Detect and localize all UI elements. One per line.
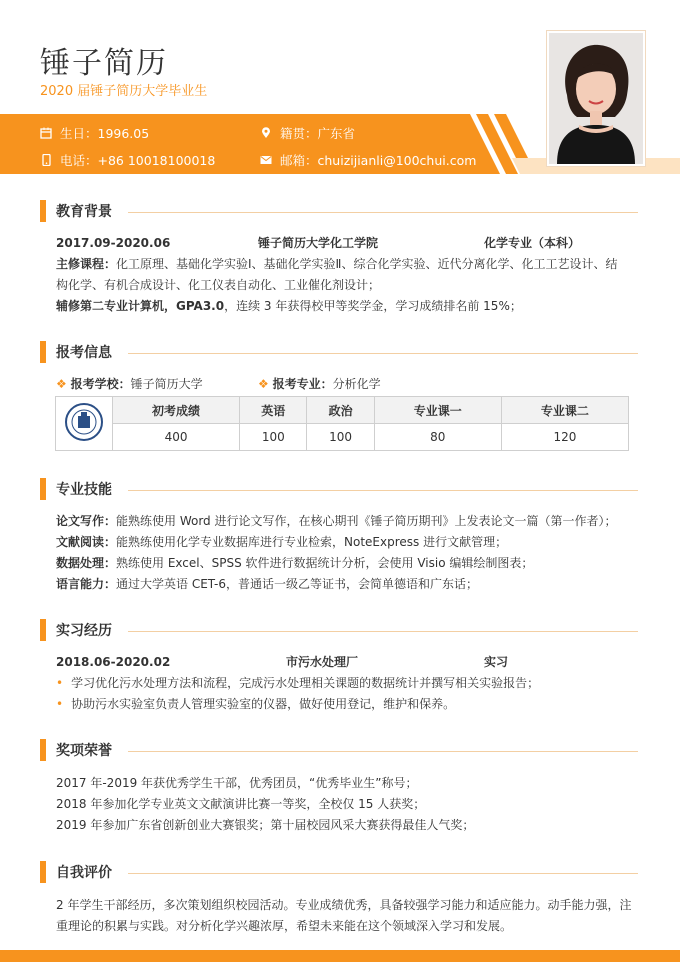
internship-item: • 学习优化污水处理方法和流程，完成污水处理相关课题的数据统计并撰写相关实验报告； — [56, 673, 646, 694]
table-cell: 400 — [113, 424, 240, 451]
internship-date: 2018.06-2020.02 — [56, 655, 171, 669]
phone-text: 电话：+86 10018100018 — [60, 153, 216, 168]
exam-school: ❖ 报考学校：锤子简历大学 — [56, 377, 203, 391]
section-title-internship: 实习经历 — [40, 619, 112, 641]
education-school: 锤子简历大学化工学院 — [258, 236, 379, 250]
table-header: 专业课一 — [374, 397, 501, 424]
section-divider — [128, 212, 638, 213]
exam-major: ❖ 报考专业：分析化学 — [258, 377, 381, 391]
education-minor — [56, 296, 636, 317]
profile-photo-frame — [546, 30, 646, 167]
section-divider — [128, 353, 638, 354]
award-item: 2018 年参加化学专业英文文献演讲比赛一等奖，全校仅 15 人获奖； — [56, 797, 426, 811]
table-row — [56, 424, 629, 451]
score-table — [55, 396, 629, 451]
diamond-icon: ❖ — [56, 377, 67, 391]
internship-org: 市污水处理厂 — [286, 655, 359, 669]
email-info — [260, 151, 476, 169]
resume-subtitle: 2020 届锤子简历大学毕业生 — [40, 84, 208, 99]
table-cell: 100 — [307, 424, 374, 451]
award-item: 2019 年参加广东省创新创业大赛银奖；第十届校园风采大赛获得最佳人气奖； — [56, 818, 475, 832]
courses-line1: 化工原理、基础化学实验Ⅰ、基础化学实验Ⅱ、综合化学实验、近代分离化学、化工工艺设计、结 — [116, 257, 618, 271]
education-courses-cont: 构化学、有机合成设计、化工仪表自动化、工业催化剂设计； — [56, 278, 381, 292]
location-icon — [260, 127, 272, 139]
table-header: 专业课二 — [501, 397, 628, 424]
school-logo-icon — [64, 402, 104, 442]
section-divider — [128, 873, 638, 874]
internship-item: • 协助污水实验室负责人管理实验室的仪器，做好使用登记，维护和保养。 — [56, 694, 646, 715]
skill-item: 论文写作：能熟练使用 Word 进行论文写作，在核心期刊《锤子简历期刊》上发表论文一篇（第一作者）； — [56, 514, 617, 528]
section-marker — [40, 200, 46, 222]
skill-item: 语言能力：通过大学英语 CET-6，普通话一级乙等证书，会简单德语和广东话； — [56, 577, 478, 591]
table-cell: 100 — [240, 424, 307, 451]
resume-name: 锤子简历 — [40, 46, 168, 81]
table-header: 英语 — [240, 397, 307, 424]
education-courses — [56, 254, 636, 275]
section-marker — [40, 478, 46, 500]
section-title-self: 自我评价 — [40, 861, 112, 883]
section-title-skills: 专业技能 — [40, 478, 112, 500]
education-date: 2017.09-2020.06 — [56, 236, 171, 250]
calendar-icon — [40, 127, 52, 139]
skill-item: 文献阅读：能熟练使用化学专业数据库进行专业检索，NoteExpress 进行文献管理； — [56, 535, 508, 549]
minor-label: 辅修第二专业计算机，GPA3.0 — [56, 299, 225, 313]
section-marker — [40, 739, 46, 761]
skill-item: 数据处理：熟练使用 Excel、SPSS 软件进行数据统计分析，会使用 Visio 编辑绘制图表； — [56, 556, 534, 570]
section-divider — [128, 631, 638, 632]
section-marker — [40, 341, 46, 363]
section-marker — [40, 619, 46, 641]
self-eval-line2: 重理论的积累与实践。对分析化学兴趣浓厚，希望未来能在这个领域深入学习和发展。 — [56, 919, 513, 933]
birth-text: 生日：1996.05 — [60, 126, 150, 141]
section-title-awards: 奖项荣誉 — [40, 739, 112, 761]
section-title-exam: 报考信息 — [40, 341, 112, 363]
minor-text: ，连续 3 年获得校甲等奖学金，学习成绩排名前 15%； — [224, 299, 522, 313]
section-divider — [128, 490, 638, 491]
education-major: 化学专业（本科） — [484, 236, 581, 250]
table-cell: 80 — [374, 424, 501, 451]
table-header: 政治 — [307, 397, 374, 424]
phone-info — [40, 151, 215, 169]
footer-bar — [0, 950, 680, 962]
phone-icon — [40, 154, 52, 166]
mail-icon — [260, 154, 272, 166]
birth-info — [40, 124, 149, 142]
email-text: 邮箱：chuizijianli@100chui.com — [280, 153, 477, 168]
internship-role: 实习 — [484, 655, 509, 669]
school-logo-cell — [56, 397, 113, 451]
courses-label: 主修课程： — [56, 257, 117, 271]
table-cell: 120 — [501, 424, 628, 451]
table-header: 初考成绩 — [113, 397, 240, 424]
table-header-row — [56, 397, 629, 424]
section-marker — [40, 861, 46, 883]
award-item: 2017 年-2019 年获优秀学生干部，优秀团员，“优秀毕业生”称号； — [56, 776, 418, 790]
origin-text: 籍贯：广东省 — [280, 126, 356, 141]
origin-info — [260, 124, 355, 142]
profile-photo — [549, 33, 643, 164]
section-divider — [128, 751, 638, 752]
diamond-icon: ❖ — [258, 377, 269, 391]
self-eval-line1: 2 年学生干部经历，多次策划组织校园活动。专业成绩优秀，具备较强学习能力和适应能力。动手能力强，注 — [56, 898, 632, 912]
section-title-education: 教育背景 — [40, 200, 112, 222]
